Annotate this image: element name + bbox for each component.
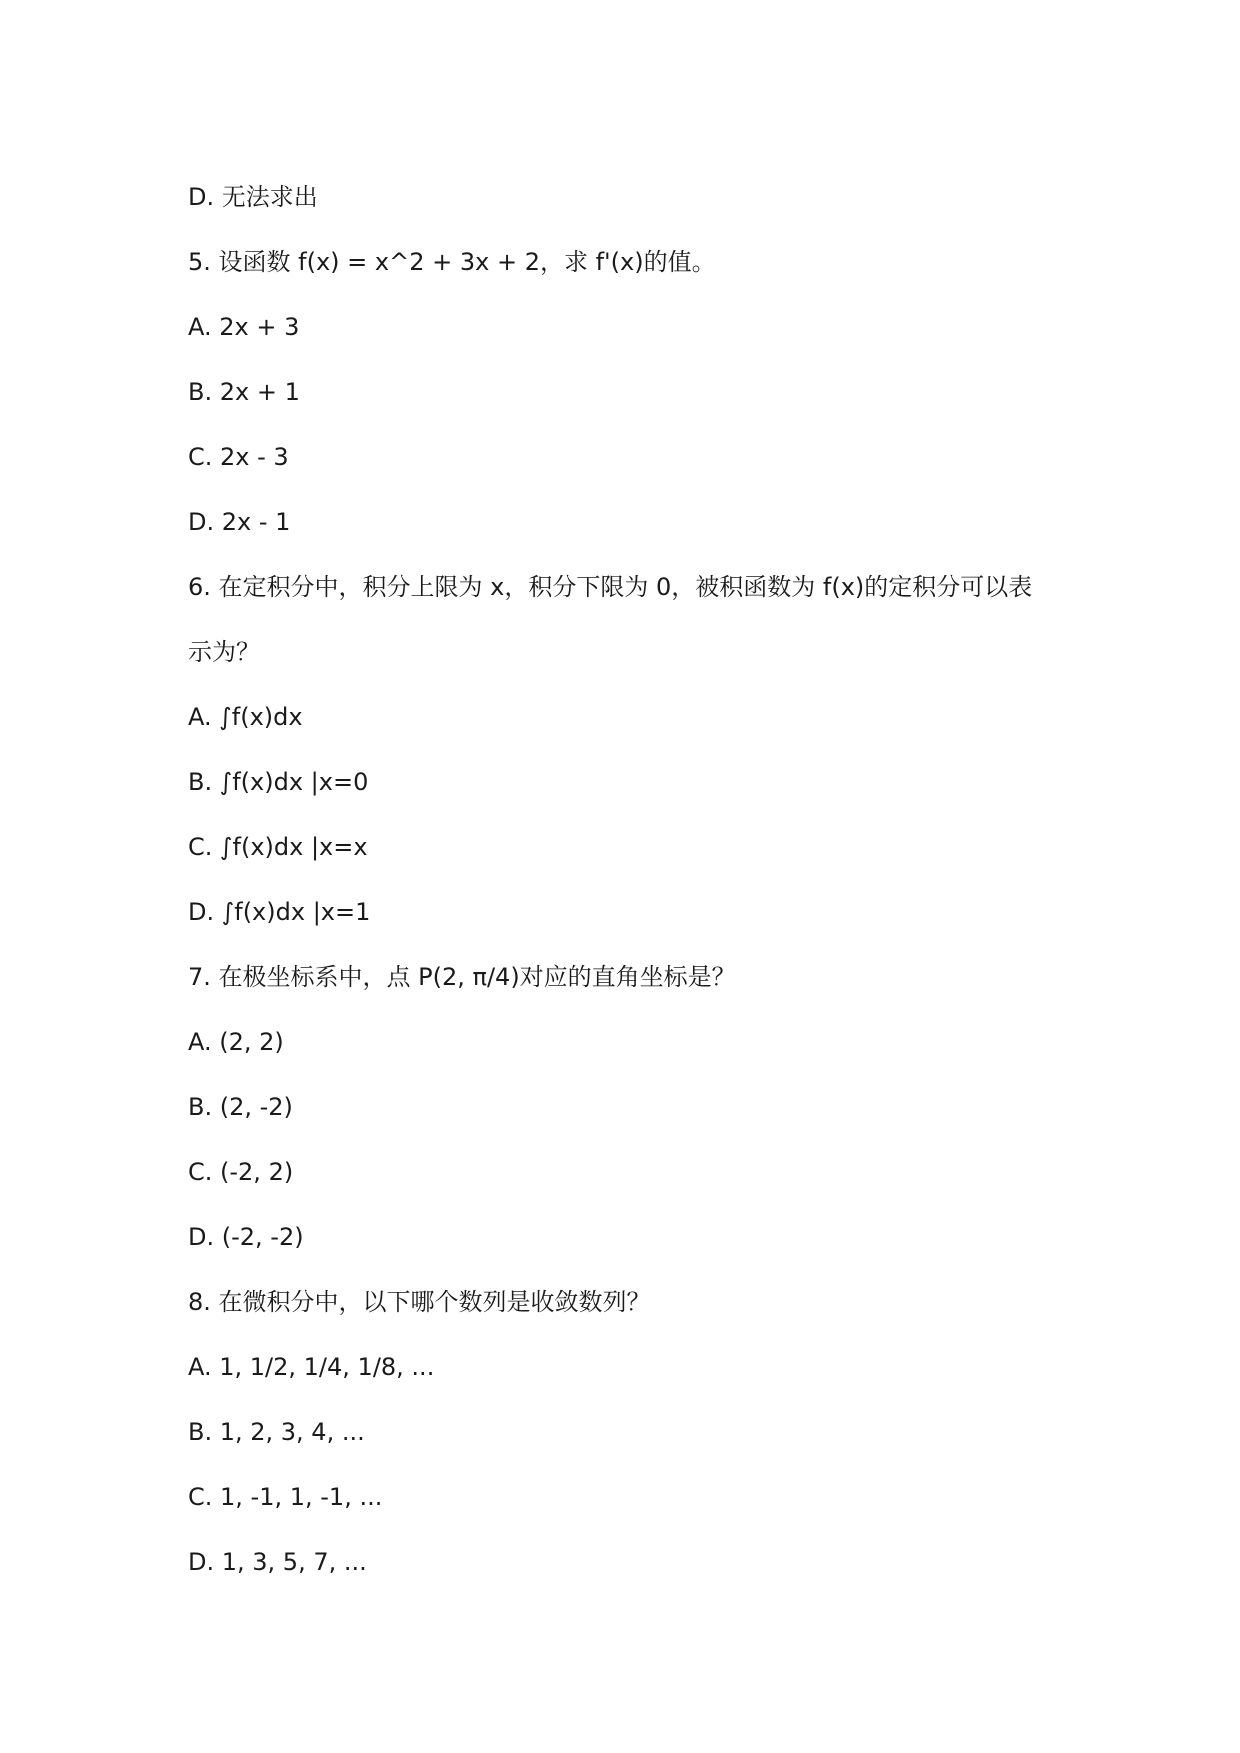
q5-option-b: B. 2x + 1	[188, 378, 300, 406]
q8-stem: 8. 在微积分中，以下哪个数列是收敛数列？	[188, 1288, 651, 1316]
q7-stem: 7. 在极坐标系中，点 P(2, π/4)对应的直角坐标是？	[188, 963, 736, 991]
q7-option-a: A. (2, 2)	[188, 1028, 284, 1056]
q4-option-d: D. 无法求出	[188, 183, 318, 211]
q6-stem-line2: 示为？	[188, 638, 260, 666]
q8-option-d: D. 1, 3, 5, 7, ...	[188, 1548, 367, 1576]
q5-option-a: A. 2x + 3	[188, 313, 300, 341]
q7-option-c: C. (-2, 2)	[188, 1158, 294, 1186]
q8-option-a: A. 1, 1/2, 1/4, 1/8, ...	[188, 1353, 435, 1381]
q5-option-c: C. 2x - 3	[188, 443, 289, 471]
q7-option-d: D. (-2, -2)	[188, 1223, 304, 1251]
q8-option-c: C. 1, -1, 1, -1, ...	[188, 1483, 383, 1511]
q5-stem: 5. 设函数 f(x) = x^2 + 3x + 2，求 f'(x)的值。	[188, 248, 716, 276]
q6-option-b: B. ∫f(x)dx |x=0	[188, 768, 369, 796]
q5-option-d: D. 2x - 1	[188, 508, 291, 536]
q7-option-b: B. (2, -2)	[188, 1093, 293, 1121]
q6-option-c: C. ∫f(x)dx |x=x	[188, 833, 368, 861]
q6-option-d: D. ∫f(x)dx |x=1	[188, 898, 371, 926]
q8-option-b: B. 1, 2, 3, 4, ...	[188, 1418, 365, 1446]
q6-option-a: A. ∫f(x)dx	[188, 703, 303, 731]
q6-stem-line1: 6. 在定积分中，积分上限为 x，积分下限为 0，被积函数为 f(x)的定积分可以表	[188, 573, 1033, 601]
question-content	[188, 165, 1068, 1595]
